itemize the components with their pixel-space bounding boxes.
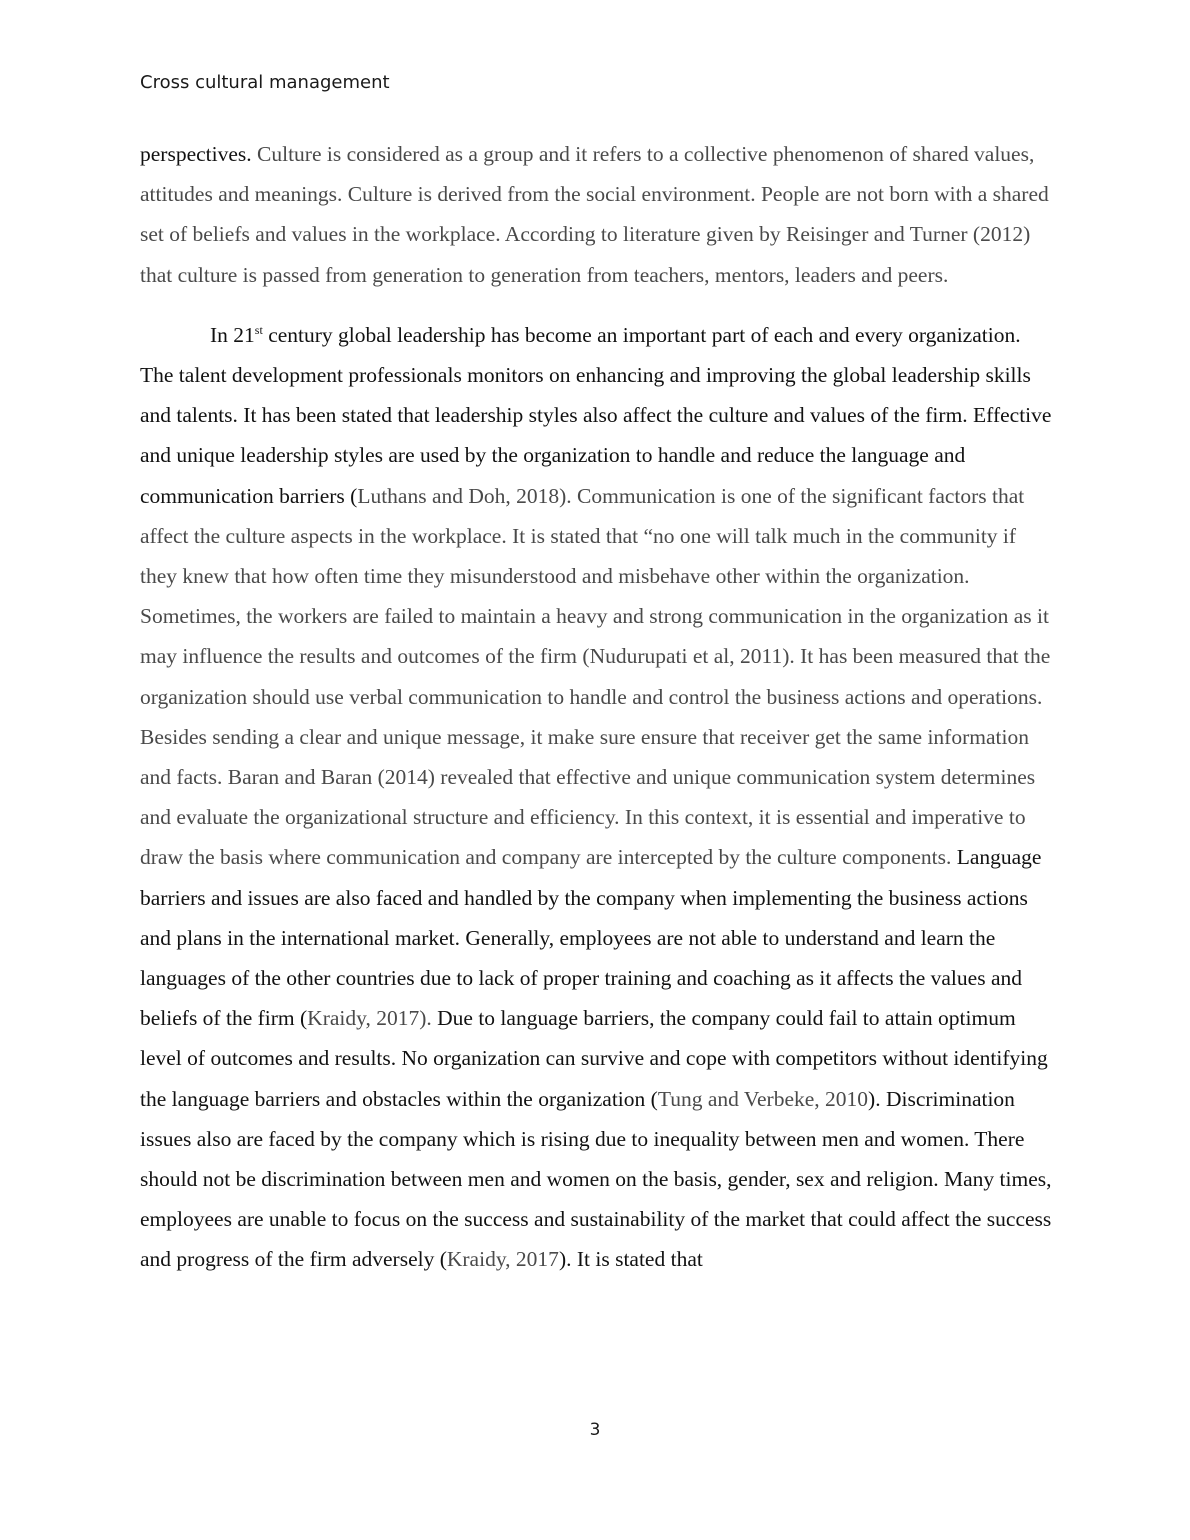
paragraph-1	[140, 134, 1052, 295]
paragraph-2	[140, 315, 1052, 1280]
citation-tung-verbeke: Tung and Verbeke, 2010	[657, 1086, 869, 1111]
ordinal-superscript: st	[254, 322, 263, 337]
page-number: 3	[589, 1420, 601, 1440]
paragraph-2-part-7: ). Discrimination issues also are faced by the company which is rising due to inequality between men and women. There should not be discrimination between men and women on the basis, gender, sex and religion. Many times, employees are unable to focus on the success and sustainability of the market that could affect the success and progress of the firm adversely (	[140, 1086, 1052, 1272]
running-header: Cross cultural management	[140, 72, 390, 93]
citation-kraidy-1: Kraidy, 2017).	[307, 1006, 432, 1031]
paragraph-2-part-1a: In 21	[210, 322, 255, 347]
body-text	[140, 134, 1052, 1280]
paragraph-2-part-5: Due to language barriers, the company could fail to attain optimum level of outcomes and results. No organization can survive and cope with competitors without identifying the language barriers and obstacles within the organization (	[140, 1006, 1048, 1111]
paragraph-2-part-1b: century global leadership has become an important part of each and every organization. The talent development professionals monitors on enhancing and improving the global leadership skills and talents. It has been stated that leadership styles also affect the culture and values of the firm. Effective and unique leadership styles are used by the organization to handle and reduce the language and communication barriers (	[140, 322, 1052, 508]
citation-kraidy-2: Kraidy, 2017	[446, 1247, 559, 1272]
paragraph-2-part-3: Language barriers and issues are also faced and handled by the company when implementing the business actions and plans in the international market. Generally, employees are not able to understand and learn the languages of the other countries due to lack of proper training and coaching as it affects the values and beliefs of the firm (	[140, 845, 1042, 1031]
paragraph-2-part-2: Luthans and Doh, 2018). Communication is one of the significant factors that affect the culture aspects in the workplace. It is stated that “no one will talk much in the community if they knew that how often time they misunderstood and misbehave other within the organization. Sometimes, the workers are failed to maintain a heavy and strong communication in the organization as it may influence the results and outcomes of the firm (Nudurupati et al, 2011). It has been measured that the organization should use verbal communication to handle and control the business actions and operations. Besides sending a clear and unique message, it make sure ensure that receiver get the same information and facts. Baran and Baran (2014) revealed that effective and unique communication system determines and evaluate the organizational structure and efficiency. In this context, it is essential and imperative to draw the basis where communication and company are intercepted by the culture components.	[140, 483, 1051, 870]
paragraph-1-lead: perspectives.	[140, 142, 252, 166]
paragraph-2-part-9: ). It is stated that	[558, 1247, 703, 1272]
paragraph-1-body: Culture is considered as a group and it refers to a collective phenomenon of shared values, attitudes and meanings. Culture is derived from the social environment. People are not born with a shared set of beliefs and values in the workplace. According to literature given by Reisinger and Turner (2012) that culture is passed from generation to generation from teachers, mentors, leaders and peers.	[140, 142, 1049, 287]
